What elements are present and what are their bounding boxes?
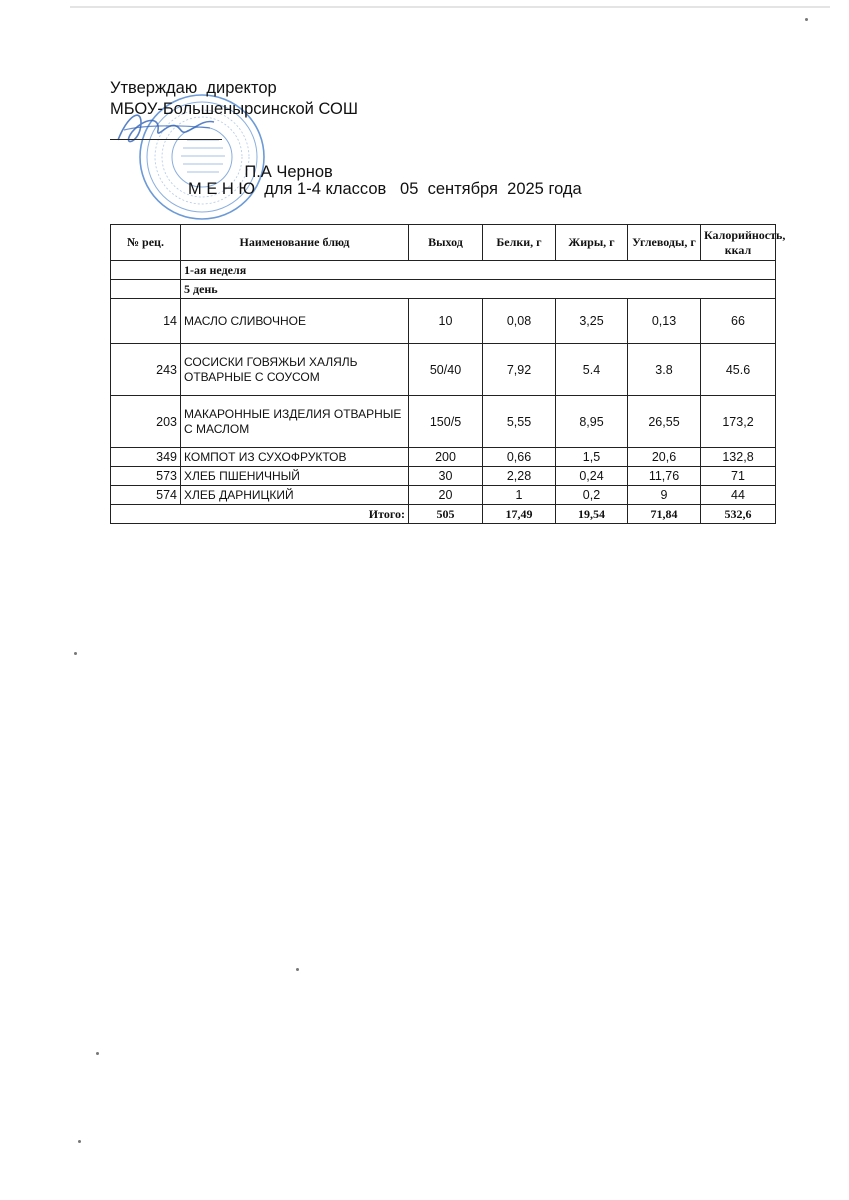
rec-number: 573 (111, 467, 181, 486)
carbs: 26,55 (628, 396, 701, 448)
rec-number: 243 (111, 344, 181, 396)
table-row (111, 448, 776, 467)
scan-speck (805, 18, 808, 21)
dish-name: КОМПОТ ИЗ СУХОФРУКТОВ (181, 448, 409, 467)
header-name: Наименование блюд (181, 225, 409, 261)
yield: 20 (409, 486, 483, 505)
rec-number: 349 (111, 448, 181, 467)
week-label: 1-ая неделя (181, 261, 776, 280)
scan-speck (78, 1140, 81, 1143)
kcal: 132,8 (701, 448, 776, 467)
total-carbs: 71,84 (628, 505, 701, 524)
yield: 200 (409, 448, 483, 467)
director-name: П.А Чернов (244, 163, 333, 181)
yield: 10 (409, 299, 483, 344)
protein: 2,28 (483, 467, 556, 486)
dish-name: МАКАРОННЫЕ ИЗДЕЛИЯ ОТВАРНЫЕ С МАСЛОМ (181, 396, 409, 448)
school-name: МБОУ-Большенырсинской СОШ (110, 100, 358, 118)
fat: 5.4 (556, 344, 628, 396)
kcal: 71 (701, 467, 776, 486)
total-protein: 17,49 (483, 505, 556, 524)
header-carbs: Углеводы, г (628, 225, 701, 261)
kcal: 45.6 (701, 344, 776, 396)
rec-number: 574 (111, 486, 181, 505)
day-label: 5 день (181, 280, 776, 299)
rec-number: 203 (111, 396, 181, 448)
fat: 0,2 (556, 486, 628, 505)
header-protein: Белки, г (483, 225, 556, 261)
scan-speck (296, 968, 299, 971)
table-row (111, 344, 776, 396)
protein: 5,55 (483, 396, 556, 448)
protein: 0,66 (483, 448, 556, 467)
total-row (111, 505, 776, 524)
fat: 8,95 (556, 396, 628, 448)
carbs: 11,76 (628, 467, 701, 486)
protein: 0,08 (483, 299, 556, 344)
total-yield: 505 (409, 505, 483, 524)
scan-edge (70, 6, 830, 8)
day-row (111, 280, 776, 299)
total-kcal: 532,6 (701, 505, 776, 524)
header-fat: Жиры, г (556, 225, 628, 261)
dish-name: СОСИСКИ ГОВЯЖЬИ ХАЛЯЛЬ ОТВАРНЫЕ С СОУСОМ (181, 344, 409, 396)
scan-speck (74, 652, 77, 655)
dish-name: ХЛЕБ ПШЕНИЧНЫЙ (181, 467, 409, 486)
header-rec: № рец. (111, 225, 181, 261)
kcal: 44 (701, 486, 776, 505)
fat: 0,24 (556, 467, 628, 486)
table-row (111, 486, 776, 505)
menu-table (110, 224, 786, 524)
week-row (111, 261, 776, 280)
yield: 150/5 (409, 396, 483, 448)
header-yield: Выход (409, 225, 483, 261)
carbs: 0,13 (628, 299, 701, 344)
carbs: 20,6 (628, 448, 701, 467)
kcal: 66 (701, 299, 776, 344)
table-header-row (111, 225, 776, 261)
approval-title: Утверждаю директор (110, 79, 277, 97)
carbs: 3.8 (628, 344, 701, 396)
table-row (111, 299, 776, 344)
fat: 3,25 (556, 299, 628, 344)
carbs: 9 (628, 486, 701, 505)
protein: 1 (483, 486, 556, 505)
kcal: 173,2 (701, 396, 776, 448)
yield: 50/40 (409, 344, 483, 396)
fat: 1,5 (556, 448, 628, 467)
header-kcal: Калорийность, ккал (701, 225, 776, 261)
yield: 30 (409, 467, 483, 486)
scan-speck (96, 1052, 99, 1055)
total-label: Итого: (111, 505, 409, 524)
menu-title: М Е Н Ю для 1-4 классов 05 сентября 2025 года (188, 180, 582, 198)
table-row (111, 396, 776, 448)
protein: 7,92 (483, 344, 556, 396)
dish-name: МАСЛО СЛИВОЧНОЕ (181, 299, 409, 344)
total-fat: 19,54 (556, 505, 628, 524)
signature-line (110, 139, 222, 140)
table-row (111, 467, 776, 486)
dish-name: ХЛЕБ ДАРНИЦКИЙ (181, 486, 409, 505)
rec-number: 14 (111, 299, 181, 344)
